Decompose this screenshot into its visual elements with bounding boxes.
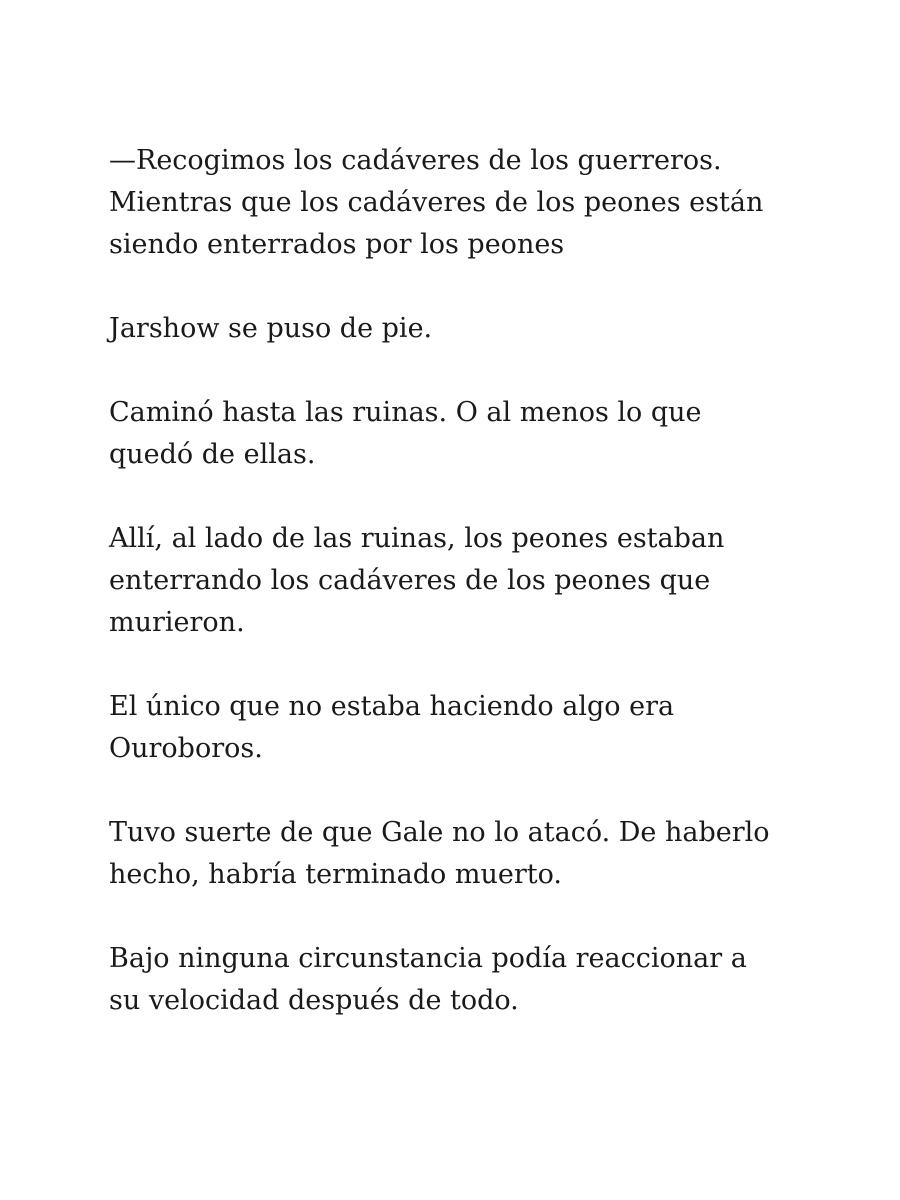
text-line: Jarshow se puso de pie. <box>109 313 433 344</box>
text-line: Bajo ninguna circunstancia podía reaccionar a <box>109 943 747 974</box>
text-line: —Recogimos los cadáveres de los guerreros. <box>109 145 722 176</box>
paragraph-4 <box>109 518 809 644</box>
text-line: murieron. <box>109 607 245 638</box>
text-line: siendo enterrados por los peones <box>109 229 565 260</box>
paragraph-3 <box>109 392 809 476</box>
document-page <box>109 140 809 1064</box>
text-line: quedó de ellas. <box>109 439 316 470</box>
paragraph-1 <box>109 140 809 266</box>
text-line: enterrando los cadáveres de los peones que <box>109 565 711 596</box>
text-line: Mientras que los cadáveres de los peones están <box>109 187 764 218</box>
paragraph-7 <box>109 938 809 1022</box>
paragraph-6 <box>109 812 809 896</box>
paragraph-5 <box>109 686 809 770</box>
text-line: Tuvo suerte de que Gale no lo atacó. De haberlo <box>109 817 770 848</box>
text-line: Caminó hasta las ruinas. O al menos lo que <box>109 397 702 428</box>
text-line: El único que no estaba haciendo algo era <box>109 691 675 722</box>
text-line: hecho, habría terminado muerto. <box>109 859 562 890</box>
text-line: su velocidad después de todo. <box>109 985 519 1016</box>
paragraph-2 <box>109 308 809 350</box>
text-line: Ouroboros. <box>109 733 263 764</box>
text-line: Allí, al lado de las ruinas, los peones estaban <box>109 523 725 554</box>
